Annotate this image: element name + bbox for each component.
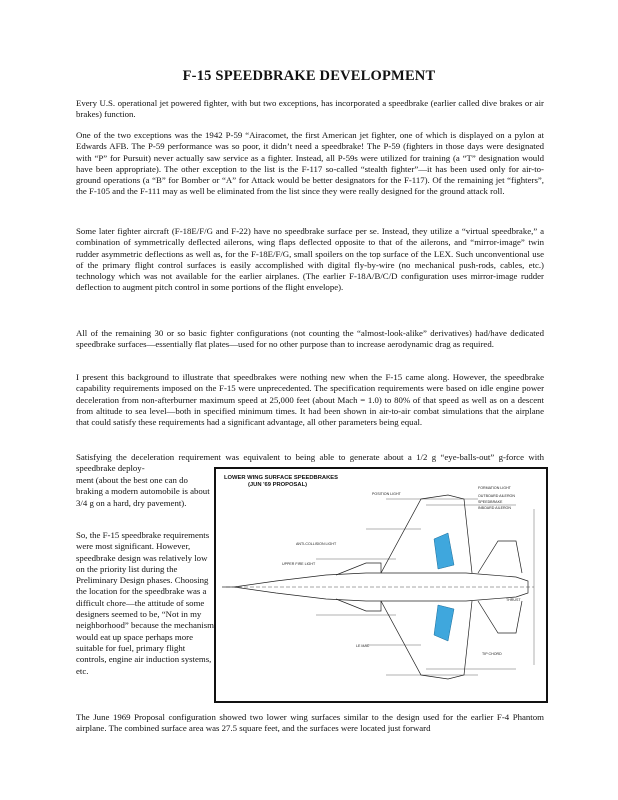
paragraph-4: All of the remaining 30 or so basic fighter configurations (not counting the “almost-look-alike” derivatives) had/have dedicated speedbrake surfaces—essentially flat plates—used for no other purpose than to increase aerodynamic drag as required. (76, 328, 544, 350)
label-formation-light: FORMATION LIGHT (478, 486, 511, 490)
label-thrust: THRUST (506, 598, 521, 602)
paragraph-2: One of the two exceptions was the 1942 P-59 “Airacomet, the first American jet fighter, one of which is displayed on a pylon at Edwards AFB. The P-59 performance was so poor, it didn’t need a speedbrake! The P-59 (fighters in those days were designated with “P” for Pursuit) never actually saw service as a fighter. Instead, all P-59s were utilized for training (a “T” designation would have been appropriate). The other exception to the list is the F-117 so-called “stealth fighter”—it has been used only for air-to-ground operations (a “B” for Bomber or “A” for Attack would be better designators for the F-117). Of the remaining jet “fighters”, the F-105 and the F-111 may as well be eliminated from the list since they were really designed for the ground attack roll. (76, 130, 544, 197)
label-speedbrake: SPEEDBRAKE (478, 500, 503, 504)
label-upper-fire-light: UPPER FIRE LIGHT (282, 562, 316, 566)
speedbrake-diagram (214, 467, 548, 703)
lower-speedbrake (434, 605, 454, 641)
upper-speedbrake (434, 533, 454, 569)
label-anti-collision-light: ANTI-COLLISION LIGHT (296, 542, 337, 546)
label-outboard-aileron: OUTBOARD AILERON (478, 494, 515, 498)
lower-wing (381, 601, 472, 679)
paragraph-5: I present this background to illustrate that speedbrakes were nothing new when the F-15 came along. However, the speedbrake capability requirements imposed on the F-15 were unprecedented. The specification requirements were based on idle engine power deceleration from non-afterburner maximum speed at 25,000 feet (about Mach = 1.0) to 80% of that speed as well as on a descent from altitude to sea level—both in specified minimum times. It had been shown in air-to-air combat simulations that the airplane that could satisfy these requirements had a significant advantage, all other parameters being equal. (76, 372, 544, 428)
figure-caption-line-1: LOWER WING SURFACE SPEEDBRAKES (224, 475, 339, 481)
upper-wing (381, 495, 472, 573)
paragraph-8: The June 1969 Proposal configuration showed two lower wing surfaces similar to the design used for the earlier F-4 Phantom airplane. The combined surface area was 27.5 square feet, and the surfaces were located just forward (76, 712, 544, 734)
paragraph-6-continued: ment (about the best one can do braking a modern automobile is about 3/4 g on a hard, dry pavement). (76, 475, 210, 508)
aircraft-planform-drawing (216, 469, 546, 701)
paragraph-6-intro: Satisfying the deceleration requirement was equivalent to being able to generate about a 1/2 g “eye-balls-out” g-force with speedbrake deploy- (76, 452, 544, 474)
label-position-light: POSITION LIGHT (372, 492, 401, 496)
label-le-mac: LE MAC (356, 644, 370, 648)
upper-stabilator (478, 541, 522, 573)
paragraph-7: So, the F-15 speedbrake requirements were most significant. However, speedbrake design was relatively low on the priority list during the Preliminary Design phases. Choosing the location for the speedbrake was a difficult chore—the attitude of some designers seemed to be, “Not in my neighborhood” because the mechanism would eat up space perhaps more suitable for fuel, primary flight controls, engine air induction systems, etc. (76, 530, 215, 676)
document-title: F-15 SPEEDBRAKE DEVELOPMENT (182, 68, 436, 84)
paragraph-3: Some later fighter aircraft (F-18E/F/G and F-22) have no speedbrake surface per se. Instead, they utilize a “virtual speedbrake,” a combination of symmetrically deflected ailerons, wing flaps deflected opposite to that of the ailerons, and “mirror-image” twin rudder asymmetric deflections as well as, for the F-18E/F/G, small spoilers on the top surface of the LEX. Such unconventional use of the primary flight control surfaces is easily accomplished with digital fly-by-wire (no mechanical push-rods, cables, etc.) technology which was not available for the earlier airplanes. (The earlier F-18A/B/C/D configuration uses mirror-image rudder deflection to augment pitch control in some portions of the flight envelope). (76, 226, 544, 293)
figure-caption-line-2: (JUN '69 PROPOSAL) (248, 482, 308, 488)
fuselage-outline (234, 573, 528, 601)
paragraph-1: Every U.S. operational jet powered fighter, with but two exceptions, has incorporated a speedbrake (earlier called dive brakes or air brakes) function. (76, 98, 544, 120)
label-tip-chord: TIP CHORD (482, 652, 502, 656)
label-inboard-aileron: INBOARD AILERON (478, 506, 511, 510)
lower-stabilator (478, 601, 522, 633)
